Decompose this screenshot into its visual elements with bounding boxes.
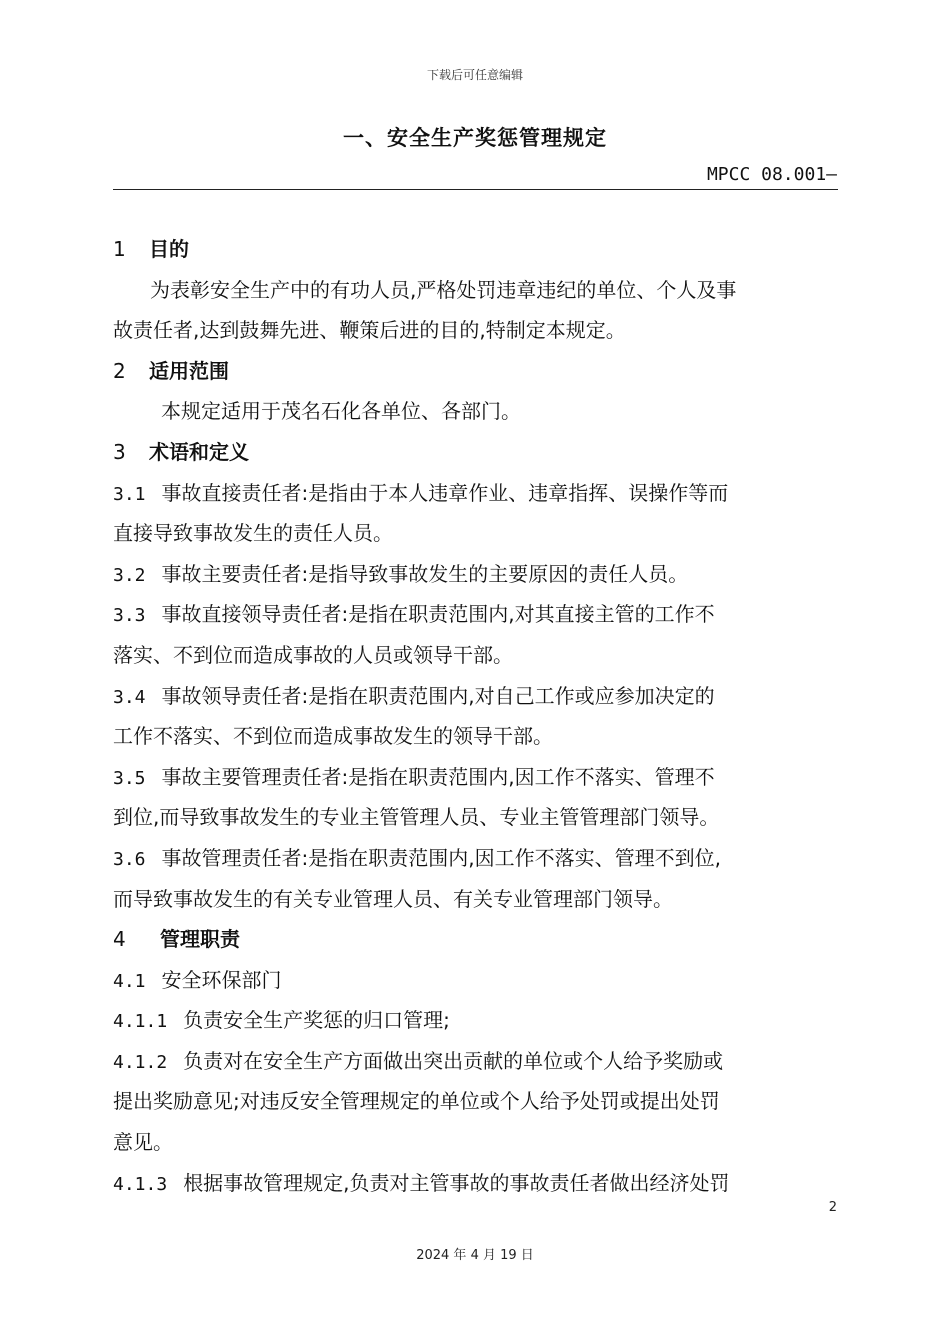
footer-date: 2024 年 4 月 19 日 xyxy=(416,1248,534,1263)
section-1-heading xyxy=(113,229,838,270)
clause-3-2 xyxy=(113,554,838,595)
clause-text: 负责对在安全生产方面做出突出贡献的单位或个人给予奖励或 xyxy=(183,1048,724,1073)
clause-text: 事故主要责任者:是指导致事故发生的主要原因的责任人员。 xyxy=(161,561,689,586)
clause-number: 4.1.3 xyxy=(113,1173,168,1195)
section-number: 3 xyxy=(113,439,126,464)
section-number: 4 xyxy=(113,927,126,952)
paragraph-line: 落实、不到位而造成事故的人员或领导干部。 xyxy=(113,642,513,667)
paragraph-line: 本规定适用于茂名石化各单位、各部门。 xyxy=(161,399,521,424)
paragraph-line: 故责任者,达到鼓舞先进、鞭策后进的目的,特制定本规定。 xyxy=(113,318,626,343)
clause-text: 负责安全生产奖惩的归口管理; xyxy=(183,1008,450,1033)
clause-number: 3.4 xyxy=(113,686,146,708)
paragraph-line: 直接导致事故发生的责任人员。 xyxy=(113,521,393,546)
clause-text: 事故主要管理责任者:是指在职责范围内,因工作不落实、管理不 xyxy=(161,764,715,789)
section-4-heading xyxy=(113,919,838,960)
document-code: MPCC 08.001— xyxy=(706,164,837,185)
section-title: 目的 xyxy=(149,237,189,261)
clause-number: 3.3 xyxy=(113,605,146,627)
clause-text: 事故管理责任者:是指在职责范围内,因工作不落实、管理不到位, xyxy=(161,845,721,870)
clause-number: 3.2 xyxy=(113,564,146,586)
section-2-heading xyxy=(113,351,838,392)
clause-text: 根据事故管理规定,负责对主管事故的事故责任者做出经济处罚 xyxy=(183,1170,730,1195)
paragraph-line: 提出奖励意见;对违反安全管理规定的单位或个人给予处罚或提出处罚 xyxy=(113,1089,720,1114)
section-title: 管理职责 xyxy=(160,927,240,952)
clause-3-6 xyxy=(113,838,838,879)
clause-text: 安全环保部门 xyxy=(161,967,282,992)
header-rule xyxy=(113,189,838,190)
clause-3-4 xyxy=(113,676,838,717)
clause-text: 事故直接领导责任者:是指在职责范围内,对其直接主管的工作不 xyxy=(161,602,715,627)
clause-number: 3.5 xyxy=(113,767,146,789)
clause-3-3 xyxy=(113,594,838,635)
clause-text: 事故直接责任者:是指由于本人违章作业、违章指挥、误操作等而 xyxy=(161,480,729,505)
document-body xyxy=(113,229,838,1203)
section-number: 1 xyxy=(113,237,126,261)
clause-4-1-1 xyxy=(113,1000,838,1041)
clause-number: 4.1.2 xyxy=(113,1051,168,1073)
section-title: 术语和定义 xyxy=(149,439,249,464)
paragraph-line: 而导致事故发生的有关专业管理人员、有关专业管理部门领导。 xyxy=(113,886,673,911)
document-title: 一、安全生产奖惩管理规定 xyxy=(343,126,607,150)
paragraph-line: 为表彰安全生产中的有功人员,严格处罚违章违纪的单位、个人及事 xyxy=(150,277,737,302)
clause-4-1-2 xyxy=(113,1041,838,1082)
clause-4-1-3 xyxy=(113,1163,838,1204)
header-note: 下载后可任意编辑 xyxy=(426,68,523,82)
paragraph-line: 工作不落实、不到位而造成事故发生的领导干部。 xyxy=(113,724,553,749)
section-3-heading xyxy=(113,432,838,473)
clause-4-1 xyxy=(113,960,838,1001)
clause-number: 3.6 xyxy=(113,848,146,870)
paragraph-line: 意见。 xyxy=(113,1130,173,1155)
clause-3-1 xyxy=(113,473,838,514)
clause-number: 4.1 xyxy=(113,970,146,992)
section-number: 2 xyxy=(113,358,126,383)
clause-number: 4.1.1 xyxy=(113,1011,168,1033)
clause-number: 3.1 xyxy=(113,483,146,505)
section-title: 适用范围 xyxy=(149,358,229,383)
page-number: 2 xyxy=(828,1200,837,1215)
paragraph-line: 到位,而导致事故发生的专业主管管理人员、专业主管管理部门领导。 xyxy=(113,805,720,830)
clause-3-5 xyxy=(113,757,838,798)
clause-text: 事故领导责任者:是指在职责范围内,对自己工作或应参加决定的 xyxy=(161,683,715,708)
